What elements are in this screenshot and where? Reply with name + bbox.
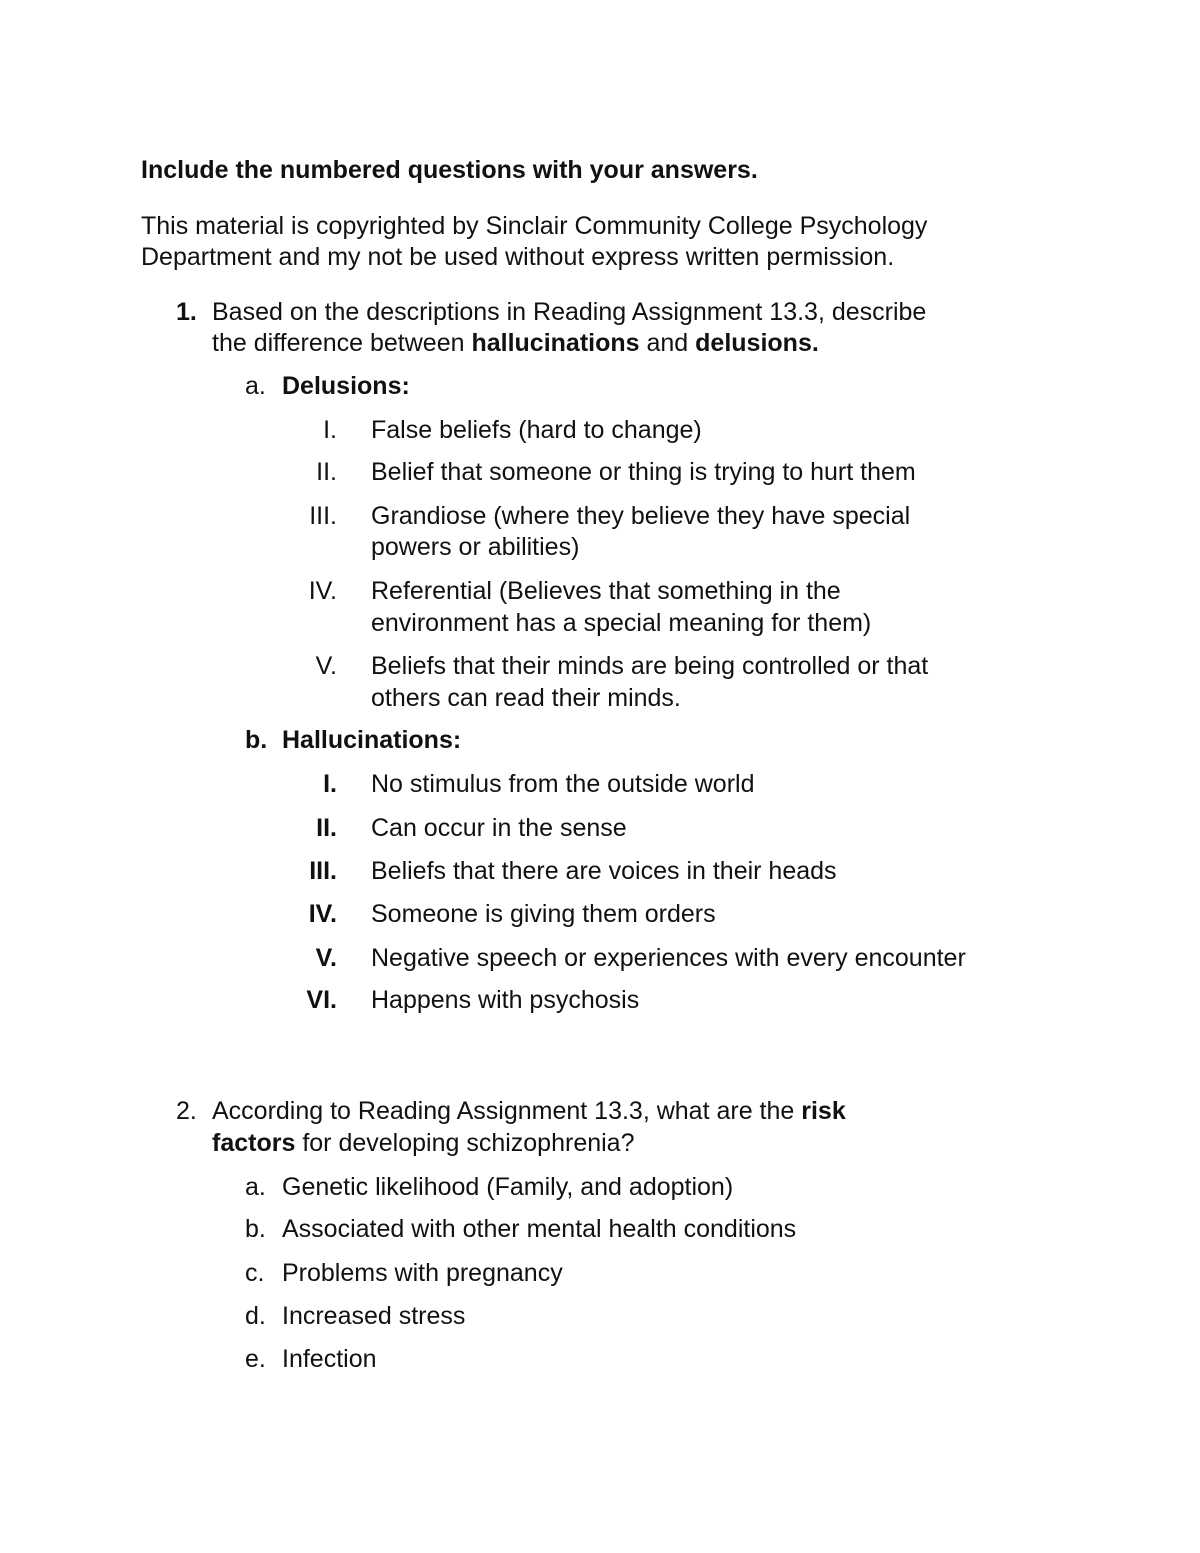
answer-letter: b. — [245, 1215, 266, 1243]
roman-numeral: II. — [316, 458, 337, 486]
subitem-letter: b. — [245, 726, 268, 754]
roman-numeral: I. — [323, 770, 337, 798]
term-risk: risk — [801, 1097, 846, 1125]
hallucinations-heading: Hallucinations: — [282, 726, 462, 754]
risk-factor-item: Genetic likelihood (Family, and adoption) — [282, 1173, 734, 1201]
roman-numeral: III. — [309, 857, 337, 885]
question-text: for developing schizophrenia? — [295, 1129, 635, 1157]
term-delusions: delusions. — [695, 329, 819, 357]
hallucination-item: Beliefs that there are voices in their heads — [371, 857, 837, 885]
delusion-item: Belief that someone or thing is trying to hurt them — [371, 458, 916, 486]
delusion-item: Referential (Believes that something in the — [371, 577, 841, 605]
risk-factor-item: Problems with pregnancy — [282, 1259, 563, 1287]
delusion-item: False beliefs (hard to change) — [371, 416, 702, 444]
hallucination-item: Can occur in the sense — [371, 814, 627, 842]
question-2-line-2 — [212, 1128, 635, 1158]
roman-numeral: IV. — [308, 900, 337, 928]
delusions-heading: Delusions: — [282, 372, 410, 400]
roman-numeral: II. — [316, 814, 337, 842]
subitem-letter: a. — [245, 372, 266, 400]
question-text: According to Reading Assignment 13.3, what are the — [212, 1097, 802, 1125]
question-1-line-2 — [212, 328, 819, 358]
roman-numeral: V. — [315, 944, 337, 972]
hallucination-item: Someone is giving them orders — [371, 900, 716, 928]
copyright-line-1: This material is copyrighted by Sinclair Community College Psychology — [141, 212, 928, 240]
question-number: 1. — [176, 298, 197, 326]
risk-factor-item: Associated with other mental health conditions — [282, 1215, 797, 1243]
hallucination-item: No stimulus from the outside world — [371, 770, 755, 798]
question-number: 2. — [176, 1097, 197, 1125]
roman-numeral: VI. — [306, 986, 337, 1014]
roman-numeral: I. — [323, 416, 337, 444]
hallucination-item: Negative speech or experiences with every encounter — [371, 944, 966, 972]
risk-factor-item: Increased stress — [282, 1302, 466, 1330]
answer-letter: a. — [245, 1173, 266, 1201]
delusion-item-continued: others can read their minds. — [371, 684, 681, 712]
question-1-line-1: Based on the descriptions in Reading Assignment 13.3, describe — [212, 298, 927, 326]
roman-numeral: III. — [309, 502, 337, 530]
delusion-item: Beliefs that their minds are being controlled or that — [371, 652, 929, 680]
delusion-item: Grandiose (where they believe they have special — [371, 502, 911, 530]
delusion-item-continued: environment has a special meaning for them) — [371, 609, 872, 637]
risk-factor-item: Infection — [282, 1345, 377, 1373]
question-text: the difference between — [212, 329, 472, 357]
roman-numeral: V. — [315, 652, 337, 680]
answer-letter: e. — [245, 1345, 266, 1373]
question-2-line-1 — [212, 1096, 846, 1126]
copyright-line-2: Department and my not be used without express written permission. — [141, 243, 895, 271]
answer-letter: c. — [245, 1259, 265, 1287]
term-hallucinations: hallucinations — [471, 329, 640, 357]
answer-letter: d. — [245, 1302, 266, 1330]
hallucination-item: Happens with psychosis — [371, 986, 640, 1014]
term-factors: factors — [212, 1129, 296, 1157]
delusion-item-continued: powers or abilities) — [371, 533, 580, 561]
roman-numeral: IV. — [308, 577, 337, 605]
question-text: and — [639, 329, 696, 357]
instruction-heading: Include the numbered questions with your answers. — [141, 156, 758, 184]
